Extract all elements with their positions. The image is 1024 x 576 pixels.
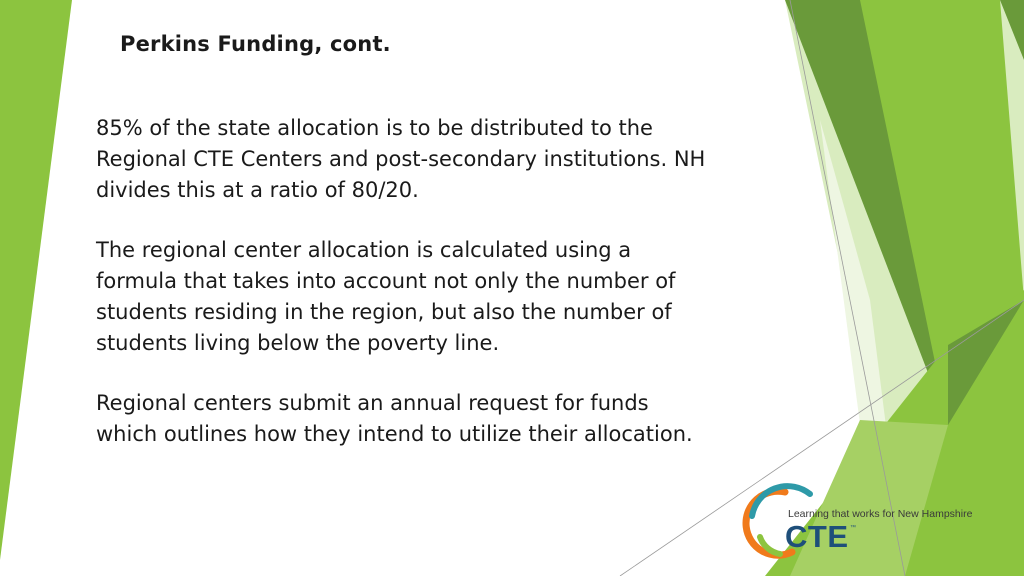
left-green-stripe: [0, 0, 72, 560]
slide-body: [96, 113, 736, 479]
cte-logo-mark: [740, 482, 1010, 562]
logo-tagline: Learning that works for New Hampshire: [788, 508, 973, 520]
paragraph-formula: The regional center allocation is calculated using a formula that takes into account not only the number of students residing in the region, but also the number of students living below the poverty line.: [96, 238, 676, 355]
paragraph-requests: Regional centers submit an annual request for funds which outlines how they intend to utilize their allocation.: [96, 391, 693, 446]
logo-wordmark: CTE: [785, 519, 849, 554]
slide-title: Perkins Funding, cont.: [120, 32, 391, 56]
logo-trademark: ™: [850, 525, 856, 531]
paragraph-allocation: 85% of the state allocation is to be distributed to the Regional CTE Centers and post-secondary institutions. NH divides this at a ratio of 80/20.: [96, 116, 706, 202]
